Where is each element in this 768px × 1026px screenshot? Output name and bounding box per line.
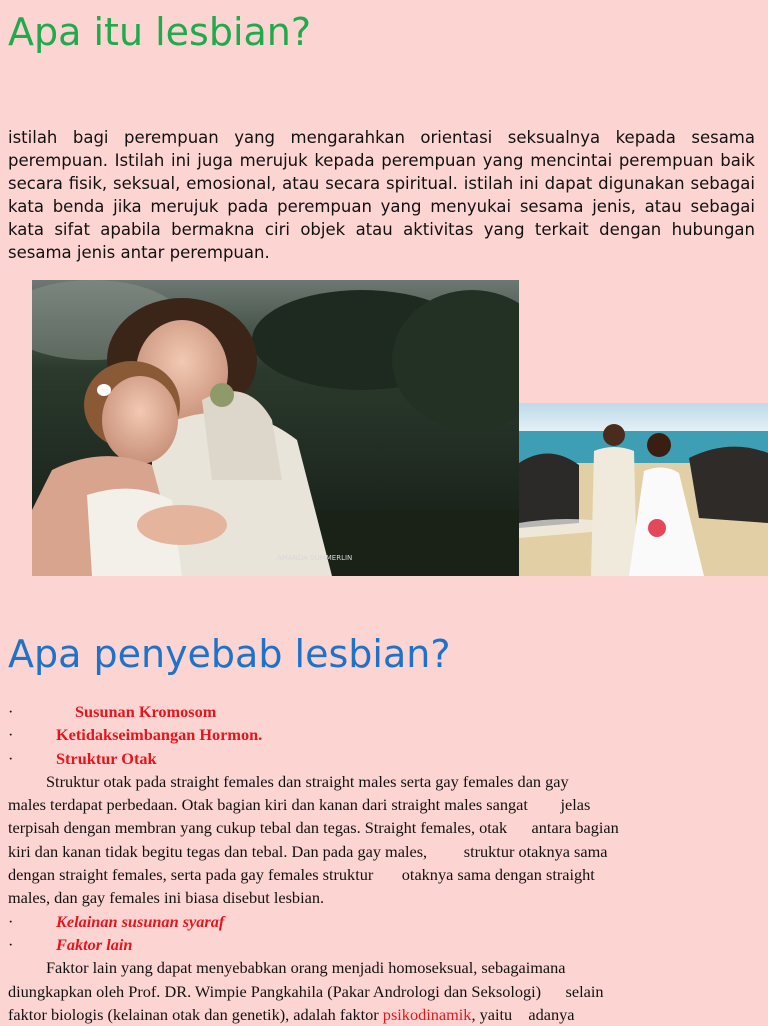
struktur-otak-paragraph [8,770,736,910]
section-title-apa-itu-lesbian: Apa itu lesbian? [8,10,312,54]
text-line: kiri dan kanan tidak begitu tegas dan tebal. Dan pada gay males, struktur otaknya sama [8,841,608,861]
causes-list [8,700,736,1026]
text-line: terpisah dengan membran yang cukup tebal dan tegas. Straight females, otak antara bagian [8,818,619,838]
bullet: · [8,911,14,931]
bullet: · [8,702,14,721]
bullet: · [8,725,14,745]
text-line: , yaitu adanya [471,1004,575,1024]
text-line: diungkapkan oleh Prof. DR. Wimpie Pangkahila (Pakar Andrologi dan Seksologi) selain [8,981,604,1001]
list-item [8,700,736,723]
photo-watermark: AMANDA SUMMERLIN [277,554,353,562]
bullet: · [8,934,14,954]
faktor-lain-paragraph [8,956,736,1026]
item-label: Faktor lain [56,934,133,954]
bullet: · [8,748,14,768]
list-item [8,723,736,746]
item-label: Ketidakseimbangan Hormon. [56,725,263,745]
item-label: Struktur Otak [56,748,157,768]
item-label: Susunan Kromosom [75,702,217,721]
list-item [8,910,736,933]
list-item [8,747,736,770]
photo-couple-beach [519,403,768,576]
text-line: Struktur otak pada straight females dan straight males serta gay females dan gay [46,771,569,791]
text-line: faktor biologis (kelainan otak dan genetik), adalah faktor [8,1004,383,1024]
text-line: males, dan gay females ini biasa disebut lesbian. [8,888,325,908]
list-item [8,933,736,956]
text-line: dengan straight females, serta pada gay females struktur otaknya sama dengan straight [8,865,595,885]
highlight-term: psikodinamik [382,1004,472,1024]
text-line: males terdapat perbedaan. Otak bagian kiri dan kanan dari straight males sangat jelas [8,795,591,815]
photo-couple-forest [32,280,519,576]
item-label: Kelainan susunan syaraf [56,911,225,931]
text-line: Faktor lain yang dapat menyebabkan orang menjadi homoseksual, sebagaimana [46,958,566,978]
section-title-penyebab: Apa penyebab lesbian? [8,632,451,676]
intro-paragraph: istilah bagi perempuan yang mengarahkan orientasi seksualnya kepada sesama perempuan. Istilah ini juga merujuk kepada perempuan yang mencintai perempuan baik secara fisik, seksual, emosional, atau secara spiritual. istilah ini dapat digunakan sebagai kata benda jika merujuk pada perempuan yang menyukai sesama jenis, atau sebagai kata sifat apabila bermakna ciri objek atau aktivitas yang terkait dengan hubungan sesama jenis antar perempuan. [8,128,755,262]
